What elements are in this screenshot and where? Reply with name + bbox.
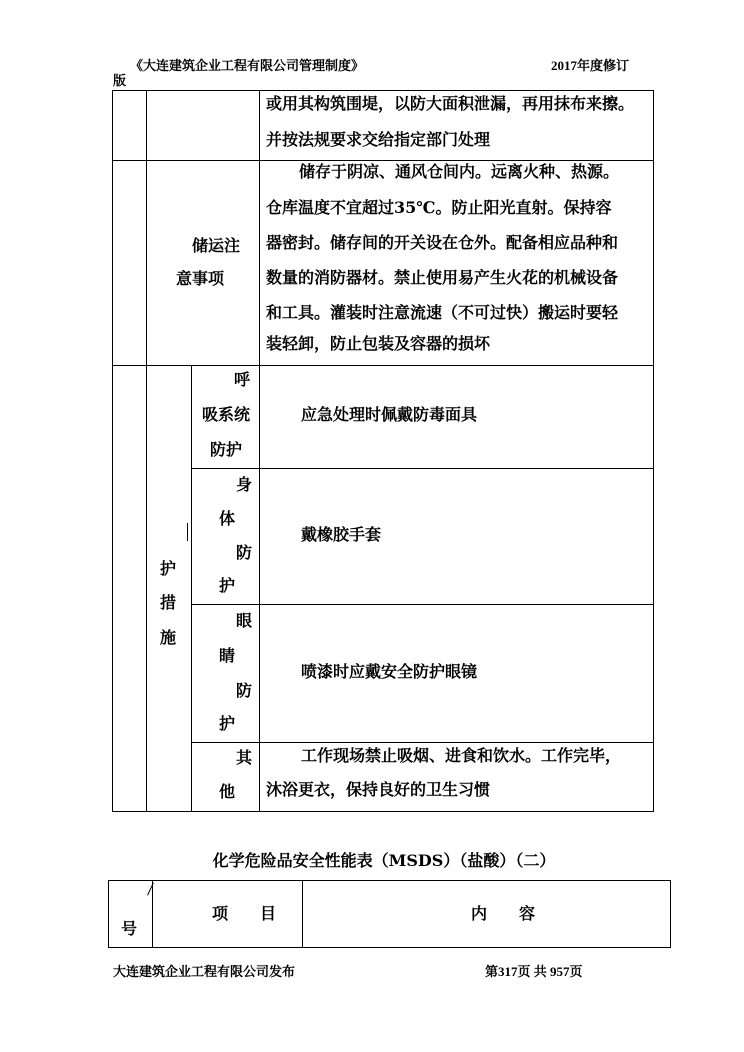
- table-border: [108, 880, 109, 948]
- col-header-content: 内 容: [471, 904, 536, 923]
- table-border: [146, 90, 147, 812]
- eye-label: 眼: [236, 611, 253, 630]
- respiratory-label: 呼: [234, 370, 251, 389]
- storage-line: 器密封。储存间的开关设在仓外。配备相应品种和: [266, 233, 619, 252]
- other-label: 其: [236, 748, 253, 767]
- header-title: 《大连建筑企业工程有限公司管理制度》: [130, 58, 365, 73]
- col-header-item: 项 目: [212, 904, 277, 923]
- table-border: [191, 468, 654, 469]
- header-overflow: 版: [113, 73, 127, 88]
- disposal-line: 并按法规要求交给指定部门处理: [266, 130, 491, 149]
- table-border: [108, 880, 671, 881]
- body-label: 护: [219, 576, 236, 595]
- table-border: [112, 365, 654, 366]
- body-content: 戴橡胶手套: [301, 525, 382, 544]
- table-border: [259, 90, 260, 365]
- table-border: [187, 523, 188, 541]
- storage-line: 和工具。灌装时注意流速（不可过快）搬运时要轻: [266, 303, 619, 322]
- storage-label: 储运注: [192, 236, 241, 255]
- footer-page-number: 第317页 共 957页: [485, 964, 583, 979]
- protection-group-label: 护: [160, 559, 177, 578]
- storage-label: 意事项: [176, 269, 225, 288]
- table-border: [112, 811, 654, 812]
- eye-label: 防: [236, 681, 253, 700]
- storage-line: 仓库温度不宜超过35℃。防止阳光直射。保持容: [266, 198, 612, 217]
- table-border: [191, 365, 192, 812]
- header-revision: 2017年度修订: [551, 58, 630, 73]
- table-border: [108, 947, 671, 948]
- footer-publisher: 大连建筑企业工程有限公司发布: [113, 964, 296, 979]
- table-border: [152, 880, 153, 948]
- storage-line: 储存于阴凉、通风仓间内。远离火种、热源。: [299, 162, 620, 181]
- respiratory-label: 吸系统: [202, 405, 251, 424]
- table-border: [259, 365, 260, 812]
- table-border: [302, 880, 303, 948]
- table-border: [670, 880, 671, 948]
- table-border: [191, 604, 654, 605]
- storage-line: 数量的消防器材。禁止使用易产生火花的机械设备: [266, 268, 619, 287]
- section-title: 化学危险品安全性能表（MSDS）（盐酸）（二）: [212, 851, 556, 870]
- body-label: 防: [236, 543, 253, 562]
- storage-line: 装轻卸，防止包装及容器的损坏: [266, 334, 491, 353]
- table-border: [112, 90, 113, 812]
- col-header-no: 号: [121, 919, 138, 938]
- eye-content: 喷漆时应戴安全防护眼镜: [301, 662, 478, 681]
- respiratory-label: 防护: [210, 440, 243, 459]
- body-label: 身: [236, 475, 253, 494]
- respiratory-content: 应急处理时佩戴防毒面具: [301, 405, 478, 424]
- eye-label: 睛: [219, 646, 236, 665]
- eye-label: 护: [219, 714, 236, 733]
- protection-group-label: 施: [160, 628, 177, 647]
- other-line: 沐浴更衣，保持良好的卫生习惯: [266, 780, 491, 799]
- disposal-line: 或用其构筑围堤，以防大面积泄漏，再用抹布来擦。: [266, 94, 635, 113]
- other-line: 工作现场禁止吸烟、进食和饮水。工作完毕，: [301, 746, 622, 765]
- body-label: 体: [219, 509, 236, 528]
- table-border: [653, 90, 654, 812]
- other-label: 他: [219, 782, 236, 801]
- protection-group-label: 措: [160, 593, 177, 612]
